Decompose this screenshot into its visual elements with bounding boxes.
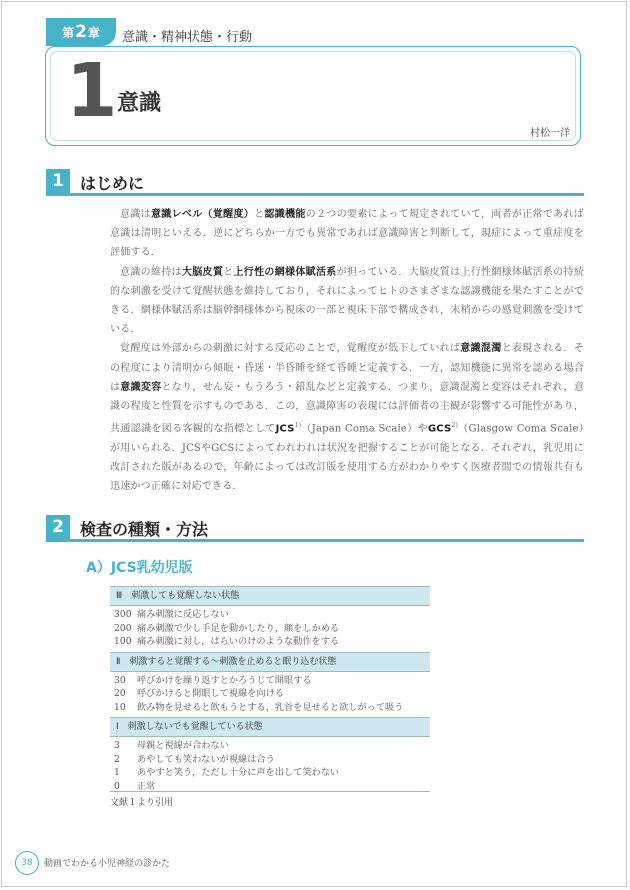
chapter-section-name: 意識 (117, 91, 162, 116)
subsection-a-title: A）JCS乳幼児版 (86, 560, 193, 576)
jcs-row (114, 701, 430, 715)
jcs-group-header: Ⅱ 刺激すると覚醒する～刺激を止めると眠り込む状態 (110, 652, 430, 672)
section1-title: はじめに (80, 174, 145, 193)
jcs-description: 飲み物を見せると飲もうとする，乳首を見せると欲しがって吸う (137, 701, 404, 713)
jcs-score: 300 (114, 609, 132, 620)
jcs-group-header: Ⅰ 刺激しないでも覚醒している状態 (110, 717, 430, 737)
jcs-description: 呼びかけを繰り返すとかろうじて開眼する (137, 674, 312, 686)
chapter-tab-number: 2 (75, 22, 87, 42)
body-paragraph (110, 339, 584, 496)
chapter-title: 意識・精神状態・行動 (122, 30, 253, 45)
book-title: 動画でわかる小児神経の診かた (44, 859, 171, 869)
text-run: 意識の維持は (120, 266, 182, 278)
jcs-description: あやしても笑わないが視線は合う (137, 753, 275, 765)
bold-term: 意識混濁 (460, 343, 502, 355)
body-paragraph (110, 263, 584, 340)
text-run: と (223, 266, 234, 278)
jcs-score: 3 (114, 740, 120, 751)
author-name: 村松一洋 (530, 128, 570, 139)
bold-term: GCS (427, 423, 452, 435)
table-source-note: 文献１より引用 (110, 798, 174, 808)
jcs-score: 30 (114, 674, 126, 686)
section1-body (110, 205, 584, 496)
jcs-score: 2 (114, 753, 120, 765)
jcs-description: 痛み刺激に対し，はらいのけのような動作をする (137, 636, 340, 647)
jcs-group-rows (110, 606, 430, 652)
jcs-description: あやすと笑う，ただし十分に声を出して笑わない (137, 767, 340, 778)
body-paragraph (110, 205, 584, 263)
jcs-score: 10 (114, 701, 126, 713)
bold-term: 認識機能 (264, 209, 306, 220)
jcs-row (114, 766, 430, 780)
text-run: の２つの要素によって規定されていて，両者が正常であれば意識は清明といえる．逆にどちらか一方でも異常であれば意識障害と判断して，現症によって重症度を評価する． (110, 209, 585, 259)
text-run: 覚醒度は外部からの刺激に対する反応のことで，覚醒度が低下していれば (120, 343, 461, 355)
chapter-tab (46, 18, 116, 46)
chapter-tab-prefix: 第 (62, 25, 75, 40)
chapter-section-number: 1 (66, 48, 118, 134)
jcs-description: 正常 (137, 780, 156, 792)
jcs-score: 0 (114, 780, 120, 792)
text-run: と (254, 209, 265, 220)
text-run: と表現される．その程度により清明から傾眠・昏迷・半昏睡を経て昏睡と定義する．一方，認知機能に異常を認める場合は (110, 343, 584, 393)
text-run: （Japan Coma Scale）や (301, 423, 428, 435)
section2-rule (46, 539, 584, 542)
bold-term: 上行性の網様体賦活系 (233, 266, 337, 278)
jcs-group-rows (110, 737, 430, 796)
jcs-table (110, 586, 430, 796)
jcs-row (114, 674, 430, 688)
jcs-score: 1 (114, 767, 120, 778)
jcs-row (114, 739, 430, 753)
jcs-row (114, 635, 430, 649)
jcs-score: 200 (114, 622, 132, 634)
jcs-score: 20 (114, 688, 126, 699)
text-run: （Glasgow Coma Scale）が用いられる．JCSやGCSによってわれわれは状況を把握することが可能となる．それぞれ，乳児用に改訂された版があるので，年齢によっては改訂版を使用する方がわかりやすく医療者間での情報共有も迅速かつ正確に対応できる． (110, 423, 585, 493)
jcs-row (114, 687, 430, 701)
section1-number-badge: 1 (46, 169, 70, 193)
section2-title: 検査の種類・方法 (80, 520, 209, 539)
jcs-group-header: Ⅲ 刺激しても覚醒しない状態 (110, 586, 430, 606)
jcs-group-rows (110, 672, 430, 718)
jcs-row (114, 753, 430, 767)
bold-term: JCS (275, 423, 295, 435)
text-run: となり，せん妄・もうろう・錯乱などと定義する．つまり，意識混濁と変容はそれぞれ，意識の程度と性質を示すものである．この，意識障害の表現には評価者の主観が影響する可能性があり，共通認識を図る客観的な指標として (110, 381, 584, 435)
bold-term: 意識変容 (120, 381, 162, 393)
text-run: 意識は (120, 209, 151, 220)
bold-term: 意識レベル（覚醒度） (150, 209, 255, 220)
citation-ref: 1) (294, 422, 302, 430)
section2-number-badge: 2 (46, 515, 70, 539)
text-run: が担っている．大脳皮質は上行性網様体賦活系の持続的な刺激を受けて覚醒状態を維持しており，それによってヒトのさまざまな認識機能を果たすことができる．網様体賦活系は脳幹網様体から視床の一部と視床下部で構成され，末梢からの感覚刺激を受けている． (110, 266, 585, 336)
jcs-description: 呼びかけると開眼して視線を向ける (137, 688, 284, 699)
chapter-tab-suffix: 章 (87, 25, 100, 40)
jcs-row (114, 608, 430, 622)
table-bottom-rule (110, 791, 430, 792)
section1-rule (46, 193, 584, 196)
jcs-description: 痛み刺激で少し手足を動かしたり，顔をしかめる (137, 622, 340, 634)
jcs-score: 100 (114, 636, 132, 647)
bold-term: 大脳皮質 (181, 266, 224, 278)
jcs-description: 母親と視線が合わない (137, 740, 229, 751)
jcs-row (114, 622, 430, 636)
page-number: 38 (15, 851, 39, 875)
jcs-description: 痛み刺激に反応しない (137, 609, 229, 620)
citation-ref: 2) (451, 422, 458, 430)
